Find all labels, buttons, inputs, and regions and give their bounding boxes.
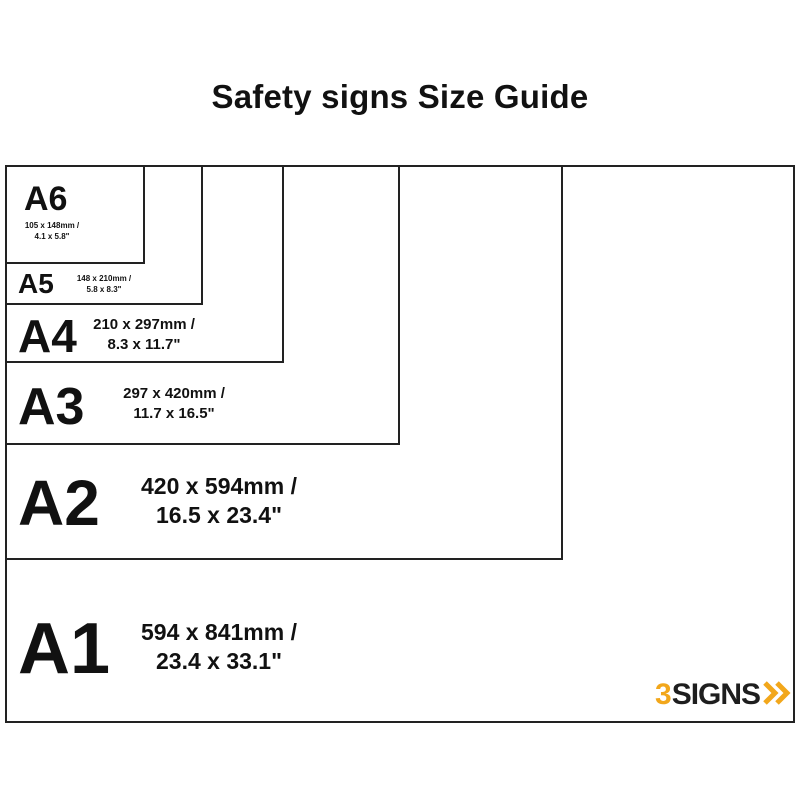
a6-metric: 105 x 148mm / — [24, 221, 80, 230]
a5-dimensions — [64, 273, 144, 295]
a1-label: A1 — [18, 609, 111, 689]
a3-imperial: 11.7 x 16.5" — [133, 405, 215, 422]
a2-label: A2 — [18, 467, 100, 539]
a1-metric: 594 x 841mm / — [140, 619, 297, 645]
a5-metric: 148 x 210mm / — [76, 274, 132, 283]
a6-imperial: 4.1 x 5.8" — [34, 232, 70, 241]
a2-metric: 420 x 594mm / — [140, 473, 297, 499]
a2-dimensions — [124, 472, 314, 530]
logo-text: SIGNS — [671, 678, 761, 711]
a3-label: A3 — [18, 378, 85, 436]
a6-dimensions — [10, 220, 94, 242]
a4-dimensions — [92, 315, 196, 355]
double-chevron-right-icon — [762, 680, 796, 711]
a3-metric: 297 x 420mm / — [123, 385, 225, 402]
a4-label: A4 — [18, 310, 77, 362]
a6-label: A6 — [24, 180, 68, 218]
a4-imperial: 8.3 x 11.7" — [107, 336, 181, 353]
logo-number: 3 — [655, 678, 671, 711]
a3-dimensions — [108, 384, 240, 424]
a5-imperial: 5.8 x 8.3" — [86, 285, 122, 294]
a2-imperial: 16.5 x 23.4" — [155, 502, 282, 528]
a1-dimensions — [124, 618, 314, 676]
brand-logo — [655, 676, 796, 714]
page-title: Safety signs Size Guide — [211, 78, 589, 115]
a4-metric: 210 x 297mm / — [93, 316, 195, 333]
a5-label: A5 — [18, 268, 54, 299]
a1-imperial: 23.4 x 33.1" — [155, 648, 282, 674]
